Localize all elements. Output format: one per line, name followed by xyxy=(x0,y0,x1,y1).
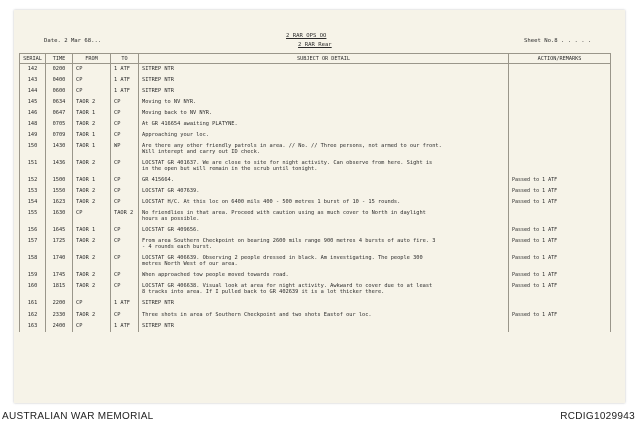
table-row xyxy=(20,281,611,298)
action-cell: Passed to 1 ATF xyxy=(509,186,611,197)
from-cell: TAOR 2 xyxy=(73,158,111,175)
table-row xyxy=(20,270,611,281)
action-cell xyxy=(509,97,611,108)
footer-credit: AUSTRALIAN WAR MEMORIAL xyxy=(2,411,154,422)
action-cell xyxy=(509,321,611,332)
to-cell: TAOR 2 xyxy=(111,208,139,225)
serial-cell: 163 xyxy=(20,321,46,332)
detail-cell: Moving to NV NYR. xyxy=(139,97,509,108)
detail-cell: SITREP NTR xyxy=(139,86,509,97)
table-row xyxy=(20,75,611,86)
action-cell xyxy=(509,86,611,97)
table-row xyxy=(20,310,611,321)
from-cell: TAOR 2 xyxy=(73,97,111,108)
detail-cell: LOCSTAT GR 407639. xyxy=(139,186,509,197)
col-header: SUBJECT OR DETAIL xyxy=(139,54,509,64)
action-cell: Passed to 1 ATF xyxy=(509,310,611,321)
action-cell xyxy=(509,130,611,141)
to-cell: CP xyxy=(111,270,139,281)
from-cell: CP xyxy=(73,208,111,225)
detail-cell: GR 415664. xyxy=(139,175,509,186)
unit-subtitle: 2 RAR Rear xyxy=(298,42,332,48)
time-cell: 0600 xyxy=(46,86,73,97)
to-cell: 1 ATF xyxy=(111,75,139,86)
detail-cell: When approached tow people moved towards road. xyxy=(139,270,509,281)
detail-cell: SITREP NTR xyxy=(139,64,509,75)
time-cell: 1500 xyxy=(46,175,73,186)
from-cell: TAOR 2 xyxy=(73,253,111,270)
detail-cell: Approaching your loc. xyxy=(139,130,509,141)
to-cell: CP xyxy=(111,175,139,186)
to-cell: CP xyxy=(111,108,139,119)
date-line: Date. 2 Mar 68... xyxy=(44,38,102,44)
from-cell: TAOR 2 xyxy=(73,310,111,321)
detail-cell: SITREP NTR xyxy=(139,75,509,86)
time-cell: 2400 xyxy=(46,321,73,332)
to-cell: CP xyxy=(111,186,139,197)
to-cell: CP xyxy=(111,119,139,130)
col-header: TO xyxy=(111,54,139,64)
table-row xyxy=(20,253,611,270)
to-cell: CP xyxy=(111,253,139,270)
to-cell: 1 ATF xyxy=(111,298,139,310)
table-row xyxy=(20,158,611,175)
log-table xyxy=(19,53,611,332)
to-cell: CP xyxy=(111,158,139,175)
footer-id: RCDIG1029943 xyxy=(560,411,635,422)
action-cell xyxy=(509,119,611,130)
from-cell: TAOR 1 xyxy=(73,225,111,236)
action-cell xyxy=(509,108,611,119)
action-cell: Passed to 1 ATF xyxy=(509,175,611,186)
from-cell: TAOR 2 xyxy=(73,197,111,208)
time-cell: 1630 xyxy=(46,208,73,225)
table-row xyxy=(20,321,611,332)
from-cell: CP xyxy=(73,64,111,75)
from-cell: TAOR 1 xyxy=(73,108,111,119)
serial-cell: 155 xyxy=(20,208,46,225)
time-cell: 0709 xyxy=(46,130,73,141)
serial-cell: 162 xyxy=(20,310,46,321)
detail-cell: Three shots in area of Southern Checkpoint and two shots Eastof our loc. xyxy=(139,310,509,321)
detail-cell: LOCSTAT GR 406639. Observing 2 people dressed in black. Am investigating. The people 300 metres North West of our area. xyxy=(139,253,509,270)
to-cell: CP xyxy=(111,130,139,141)
action-cell: Passed to 1 ATF xyxy=(509,270,611,281)
from-cell: TAOR 1 xyxy=(73,130,111,141)
detail-cell: LOCSTAT H/C. At this loc on 6400 mils 400 - 500 metres 1 burst of 10 - 15 rounds. xyxy=(139,197,509,208)
action-cell: Passed to 1 ATF xyxy=(509,225,611,236)
serial-cell: 148 xyxy=(20,119,46,130)
serial-cell: 143 xyxy=(20,75,46,86)
time-cell: 2330 xyxy=(46,310,73,321)
action-cell: Passed to 1 ATF xyxy=(509,236,611,253)
to-cell: CP xyxy=(111,281,139,298)
table-header-row xyxy=(20,54,611,64)
serial-cell: 158 xyxy=(20,253,46,270)
detail-cell: Are there any other friendly patrols in area. // No. // Three persons, not armed to our front. Will interept and carry out ID check. xyxy=(139,141,509,158)
serial-cell: 160 xyxy=(20,281,46,298)
time-cell: 1436 xyxy=(46,158,73,175)
serial-cell: 154 xyxy=(20,197,46,208)
from-cell: TAOR 2 xyxy=(73,236,111,253)
to-cell: CP xyxy=(111,197,139,208)
time-cell: 0400 xyxy=(46,75,73,86)
from-cell: TAOR 2 xyxy=(73,119,111,130)
to-cell: CP xyxy=(111,236,139,253)
to-cell: 1 ATF xyxy=(111,321,139,332)
to-cell: 1 ATF xyxy=(111,64,139,75)
table-row xyxy=(20,197,611,208)
detail-cell: From area Southern Checkpoint on bearing 2600 mils range 900 metres 4 bursts of auto fire. 3 - 4 rounds each burst. xyxy=(139,236,509,253)
col-header: SERIAL xyxy=(20,54,46,64)
serial-cell: 161 xyxy=(20,298,46,310)
col-header: TIME xyxy=(46,54,73,64)
document-sheet xyxy=(14,10,625,403)
time-cell: 1745 xyxy=(46,270,73,281)
from-cell: TAOR 2 xyxy=(73,186,111,197)
detail-cell: No friendlies in that area. Proceed with caution using as much cover to North in daylight hours as possible. xyxy=(139,208,509,225)
from-cell: TAOR 2 xyxy=(73,281,111,298)
from-cell: CP xyxy=(73,75,111,86)
time-cell: 0634 xyxy=(46,97,73,108)
action-cell: Passed to 1 ATF xyxy=(509,253,611,270)
serial-cell: 146 xyxy=(20,108,46,119)
to-cell: WP xyxy=(111,141,139,158)
table-row xyxy=(20,64,611,75)
to-cell: CP xyxy=(111,310,139,321)
from-cell: TAOR 1 xyxy=(73,175,111,186)
time-cell: 1815 xyxy=(46,281,73,298)
action-cell xyxy=(509,298,611,310)
serial-cell: 159 xyxy=(20,270,46,281)
action-cell: Passed to 1 ATF xyxy=(509,197,611,208)
time-cell: 1740 xyxy=(46,253,73,270)
time-cell: 2200 xyxy=(46,298,73,310)
detail-cell: Moving back to NV NYR. xyxy=(139,108,509,119)
from-cell: TAOR 2 xyxy=(73,270,111,281)
serial-cell: 150 xyxy=(20,141,46,158)
to-cell: CP xyxy=(111,225,139,236)
time-cell: 0705 xyxy=(46,119,73,130)
table-row xyxy=(20,208,611,225)
to-cell: CP xyxy=(111,97,139,108)
serial-cell: 149 xyxy=(20,130,46,141)
detail-cell: SITREP NTR xyxy=(139,298,509,310)
col-header: FROM xyxy=(73,54,111,64)
time-cell: 1430 xyxy=(46,141,73,158)
time-cell: 1550 xyxy=(46,186,73,197)
serial-cell: 153 xyxy=(20,186,46,197)
from-cell: CP xyxy=(73,321,111,332)
action-cell xyxy=(509,75,611,86)
detail-cell: At GR 416654 awaiting PLATYNE. xyxy=(139,119,509,130)
serial-cell: 152 xyxy=(20,175,46,186)
table-row xyxy=(20,108,611,119)
action-cell xyxy=(509,141,611,158)
action-cell xyxy=(509,208,611,225)
table-row xyxy=(20,298,611,310)
serial-cell: 157 xyxy=(20,236,46,253)
time-cell: 1645 xyxy=(46,225,73,236)
action-cell: Passed to 1 ATF xyxy=(509,281,611,298)
serial-cell: 156 xyxy=(20,225,46,236)
time-cell: 0647 xyxy=(46,108,73,119)
time-cell: 0200 xyxy=(46,64,73,75)
table-row xyxy=(20,141,611,158)
time-cell: 1725 xyxy=(46,236,73,253)
detail-cell: SITREP NTR xyxy=(139,321,509,332)
table-row xyxy=(20,225,611,236)
action-cell xyxy=(509,64,611,75)
table-row xyxy=(20,236,611,253)
time-cell: 1623 xyxy=(46,197,73,208)
serial-cell: 144 xyxy=(20,86,46,97)
table-row xyxy=(20,119,611,130)
detail-cell: LOCSTAT GR 409656. xyxy=(139,225,509,236)
serial-cell: 151 xyxy=(20,158,46,175)
table-row xyxy=(20,86,611,97)
action-cell xyxy=(509,158,611,175)
sheet-number: Sheet No.8 . . . . . xyxy=(524,38,592,44)
detail-cell: LOCSTAT GR 406638. Visual look at area for night activity. Awkward to cover due to at least 8 tracks into area. If I pulled back to GR 402639 it is a lot thicker there. xyxy=(139,281,509,298)
to-cell: 1 ATF xyxy=(111,86,139,97)
serial-cell: 145 xyxy=(20,97,46,108)
from-cell: CP xyxy=(73,86,111,97)
table-row xyxy=(20,97,611,108)
from-cell: CP xyxy=(73,298,111,310)
from-cell: TAOR 1 xyxy=(73,141,111,158)
detail-cell: LOCSTAT GR 401637. We are close to site for night activity. Can observe from here. Sight is in the open but will remain in the scrub until tonight. xyxy=(139,158,509,175)
col-header: ACTION/REMARKS xyxy=(509,54,611,64)
table-row xyxy=(20,130,611,141)
table-row xyxy=(20,175,611,186)
serial-cell: 142 xyxy=(20,64,46,75)
table-row xyxy=(20,186,611,197)
unit-title: 2 RAR OPS OO xyxy=(286,33,327,39)
